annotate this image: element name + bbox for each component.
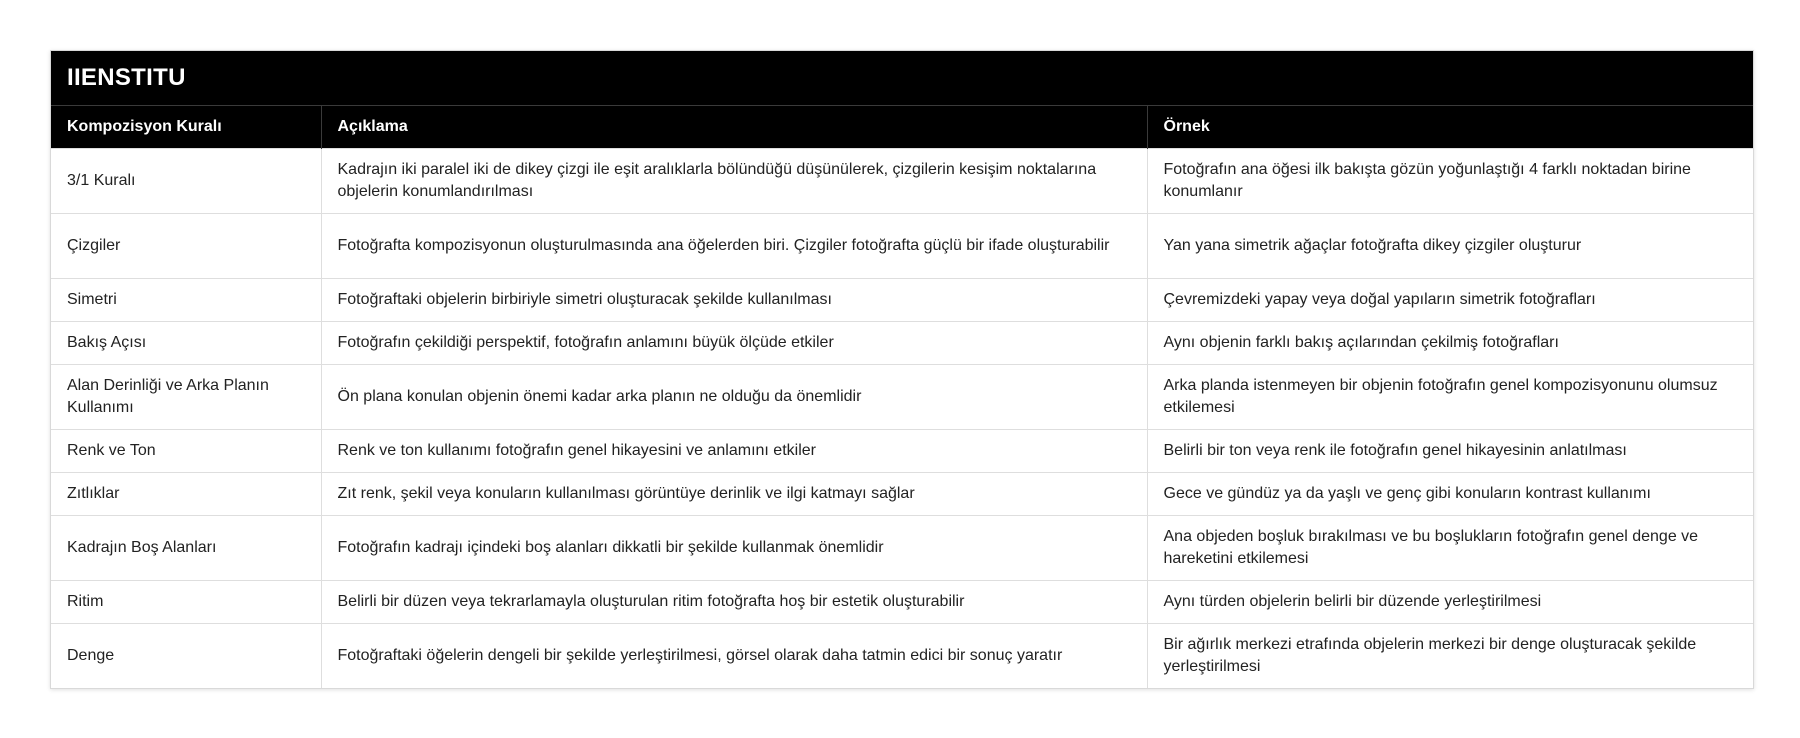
cell-example: Gece ve gündüz ya da yaşlı ve genç gibi konuların kontrast kullanımı xyxy=(1147,473,1753,516)
cell-rule: Renk ve Ton xyxy=(51,430,321,473)
table-row xyxy=(51,322,1753,365)
cell-example: Yan yana simetrik ağaçlar fotoğrafta dikey çizgiler oluşturur xyxy=(1147,214,1753,279)
cell-example: Fotoğrafın ana öğesi ilk bakışta gözün yoğunlaştığı 4 farklı noktadan birine konumlanır xyxy=(1147,149,1753,214)
table-row xyxy=(51,581,1753,624)
cell-description: Fotoğrafın kadrajı içindeki boş alanları dikkatli bir şekilde kullanmak önemlidir xyxy=(321,516,1147,581)
cell-example: Aynı objenin farklı bakış açılarından çekilmiş fotoğrafları xyxy=(1147,322,1753,365)
table-row xyxy=(51,430,1753,473)
cell-description: Fotoğrafın çekildiği perspektif, fotoğrafın anlamını büyük ölçüde etkiler xyxy=(321,322,1147,365)
cell-example: Belirli bir ton veya renk ile fotoğrafın genel hikayesinin anlatılması xyxy=(1147,430,1753,473)
composition-rules-table xyxy=(51,105,1753,688)
cell-rule: Ritim xyxy=(51,581,321,624)
cell-example: Bir ağırlık merkezi etrafında objelerin merkezi bir denge oluşturacak şekilde yerleştirilmesi xyxy=(1147,624,1753,689)
column-header-rule: Kompozisyon Kuralı xyxy=(51,106,321,149)
table-row xyxy=(51,624,1753,689)
brand-title: IIENSTITU xyxy=(51,51,1753,105)
cell-description: Renk ve ton kullanımı fotoğrafın genel hikayesini ve anlamını etkiler xyxy=(321,430,1147,473)
cell-description: Belirli bir düzen veya tekrarlamayla oluşturulan ritim fotoğrafta hoş bir estetik oluşturabilir xyxy=(321,581,1147,624)
cell-rule: 3/1 Kuralı xyxy=(51,149,321,214)
cell-example: Arka planda istenmeyen bir objenin fotoğrafın genel kompozisyonunu olumsuz etkilemesi xyxy=(1147,365,1753,430)
cell-description: Ön plana konulan objenin önemi kadar arka planın ne olduğu da önemlidir xyxy=(321,365,1147,430)
table-row xyxy=(51,516,1753,581)
table-header-row xyxy=(51,106,1753,149)
table-row xyxy=(51,214,1753,279)
cell-rule: Denge xyxy=(51,624,321,689)
cell-description: Fotoğraftaki objelerin birbiriyle simetri oluşturacak şekilde kullanılması xyxy=(321,279,1147,322)
cell-example: Aynı türden objelerin belirli bir düzende yerleştirilmesi xyxy=(1147,581,1753,624)
cell-rule: Çizgiler xyxy=(51,214,321,279)
column-header-description: Açıklama xyxy=(321,106,1147,149)
cell-rule: Kadrajın Boş Alanları xyxy=(51,516,321,581)
cell-description: Kadrajın iki paralel iki de dikey çizgi ile eşit aralıklarla bölündüğü düşünülerek, çizgilerin kesişim noktalarına objelerin konumlandırılması xyxy=(321,149,1147,214)
table-row xyxy=(51,149,1753,214)
cell-description: Fotoğrafta kompozisyonun oluşturulmasında ana öğelerden biri. Çizgiler fotoğrafta güçlü bir ifade oluşturabilir xyxy=(321,214,1147,279)
column-header-example: Örnek xyxy=(1147,106,1753,149)
cell-description: Fotoğraftaki öğelerin dengeli bir şekilde yerleştirilmesi, görsel olarak daha tatmin edici bir sonuç yaratır xyxy=(321,624,1147,689)
cell-rule: Alan Derinliği ve Arka Planın Kullanımı xyxy=(51,365,321,430)
table-row xyxy=(51,473,1753,516)
table-row xyxy=(51,279,1753,322)
cell-rule: Simetri xyxy=(51,279,321,322)
composition-table-card xyxy=(50,50,1754,689)
cell-example: Ana objeden boşluk bırakılması ve bu boşlukların fotoğrafın genel denge ve hareketini etkilemesi xyxy=(1147,516,1753,581)
table-row xyxy=(51,365,1753,430)
cell-rule: Zıtlıklar xyxy=(51,473,321,516)
cell-example: Çevremizdeki yapay veya doğal yapıların simetrik fotoğrafları xyxy=(1147,279,1753,322)
cell-description: Zıt renk, şekil veya konuların kullanılması görüntüye derinlik ve ilgi katmayı sağlar xyxy=(321,473,1147,516)
cell-rule: Bakış Açısı xyxy=(51,322,321,365)
